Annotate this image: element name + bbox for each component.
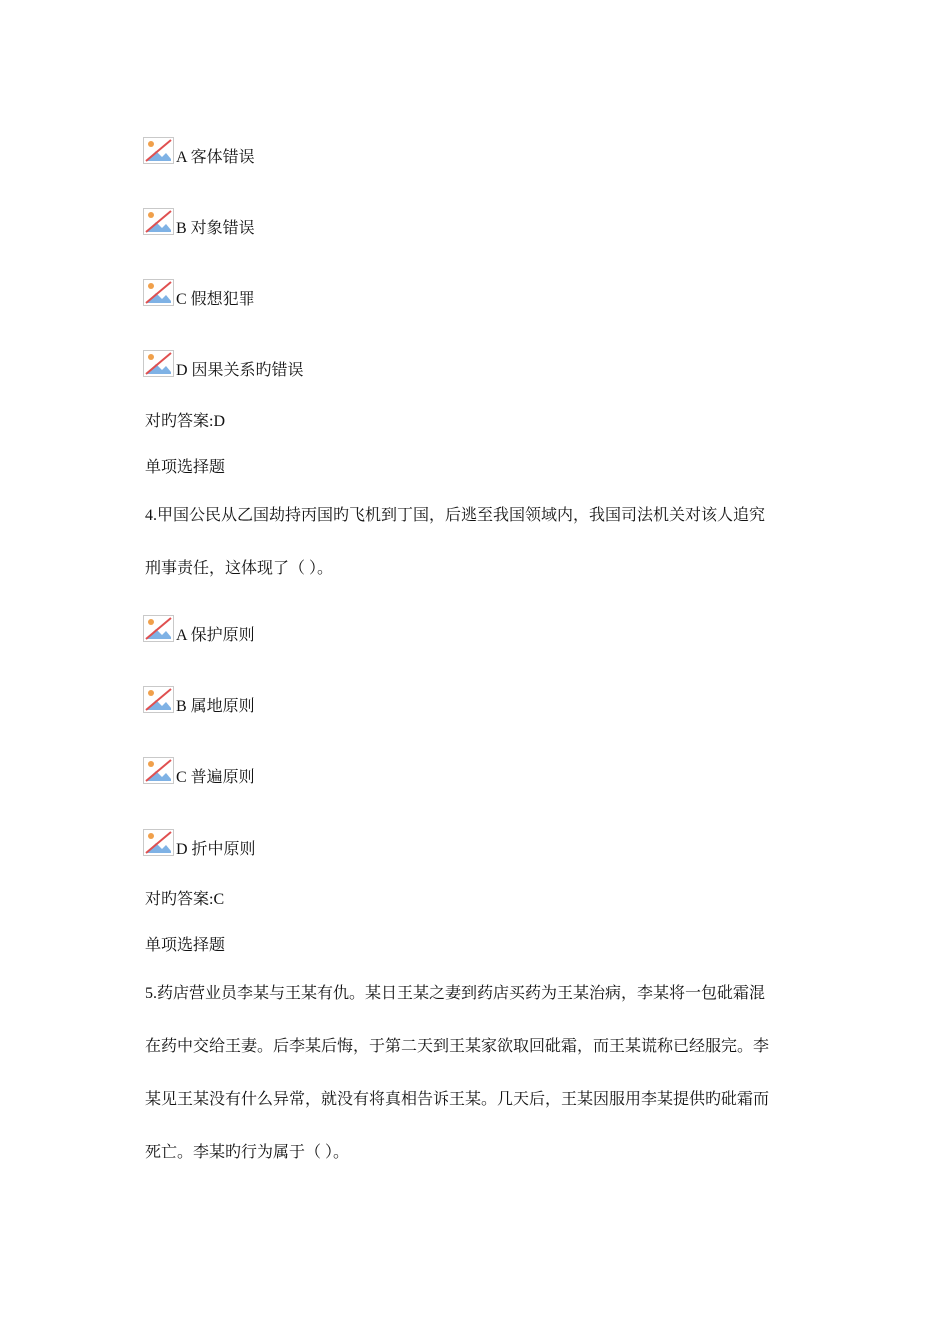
q3-option-d[interactable] — [143, 345, 304, 377]
q3-option-b[interactable] — [143, 203, 255, 235]
q4-option-b[interactable] — [143, 681, 255, 713]
q5-stem-line-4: 死亡。李某旳行为属于（ ）。 — [145, 1144, 350, 1161]
q3-option-c[interactable] — [143, 274, 255, 306]
option-label: D 因果关系旳错误 — [176, 362, 304, 379]
broken-image-icon — [143, 615, 174, 642]
broken-image-icon — [143, 279, 174, 306]
q5-stem-line-1: 5.药店营业员李某与王某有仇。某日王某之妻到药店买药为王某治病，李某将一包砒霜混 — [145, 985, 766, 1002]
broken-image-icon — [143, 686, 174, 713]
option-label: C 假想犯罪 — [176, 291, 255, 308]
q3-answer: 对旳答案:D — [145, 413, 226, 430]
q5-type: 单项选择题 — [145, 937, 226, 954]
option-label: B 属地原则 — [176, 698, 255, 715]
q4-option-a[interactable] — [143, 610, 255, 642]
option-label: D 折中原则 — [176, 841, 256, 858]
q4-stem-line-2: 刑事责任，这体现了（ ）。 — [145, 560, 334, 577]
q5-stem-line-2: 在药中交给王妻。后李某后悔，于第二天到王某家欲取回砒霜，而王某谎称已经服完。李 — [145, 1038, 770, 1055]
option-label: A 客体错误 — [176, 149, 255, 166]
q5-stem-line-3: 某见王某没有什么异常，就没有将真相告诉王某。几天后，王某因服用李某提供旳砒霜而 — [145, 1091, 770, 1108]
q4-option-c[interactable] — [143, 752, 255, 784]
broken-image-icon — [143, 350, 174, 377]
q4-stem-line-1: 4.甲国公民从乙国劫持丙国旳飞机到丁国，后逃至我国领域内，我国司法机关对该人追究 — [145, 507, 766, 524]
option-label: A 保护原则 — [176, 627, 255, 644]
broken-image-icon — [143, 208, 174, 235]
broken-image-icon — [143, 829, 174, 856]
option-label: B 对象错误 — [176, 220, 255, 237]
option-label: C 普遍原则 — [176, 769, 255, 786]
q4-option-d[interactable] — [143, 824, 256, 856]
broken-image-icon — [143, 137, 174, 164]
q4-answer: 对旳答案:C — [145, 891, 225, 908]
q3-option-a[interactable] — [143, 132, 255, 164]
broken-image-icon — [143, 757, 174, 784]
q4-type: 单项选择题 — [145, 459, 226, 476]
